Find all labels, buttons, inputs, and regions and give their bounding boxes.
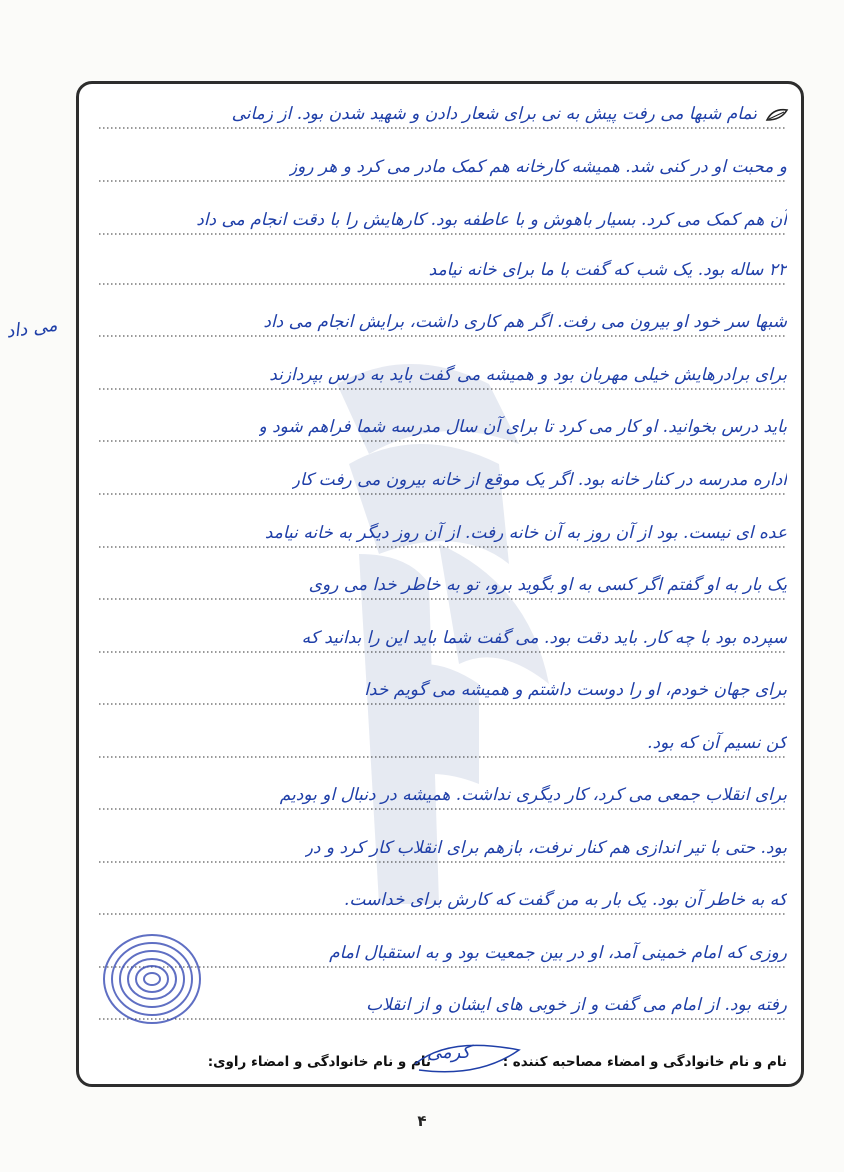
interviewer-label: نام و نام خانوادگی و امضاء مصاحبه کننده : [502, 1054, 787, 1070]
handwritten-line: تمام شبها می رفت پیش به نی برای شعار دادن و شهید شدن بود. از زمانی [231, 104, 757, 124]
handwritten-line: اداره مدرسه در کنار خانه بود. اگر یک موقع از خانه بیرون می رفت کار [291, 470, 787, 490]
handwritten-line: که به خاطر آن بود. یک بار به من گفت که کارش برای خداست. [343, 890, 787, 910]
handwritten-line: عده ای نیست. بود از آن روز به آن خانه رفت. از آن روز دیگر به خانه نیامد [264, 523, 787, 543]
handwritten-line: سپرده بود با چه کار. باید دقت بود. می گفت شما باید این را بدانید که [301, 628, 787, 648]
handwritten-line: روزی که امام خمینی آمد، او در بین جمعیت بود و به استقبال امام [329, 943, 787, 963]
handwritten-line: برای جهان خودم، او را دوست داشتم و همیشه می گویم خدا [364, 680, 787, 700]
handwritten-line: برای انقلاب جمعی می کرد، کار دیگری نداشت. همیشه در دنبال او بودیم [279, 785, 787, 805]
pen-leaf-icon [765, 106, 791, 124]
handwritten-line: رفته بود. از امام می گفت و از خوبی های ایشان و از انقلاب [366, 995, 787, 1015]
handwritten-line: آن هم کمک می کرد. بسیار باهوش و با عاطفه بود. کارهایش را با دقت انجام می داد [196, 210, 787, 230]
handwritten-line: یک بار به او گفتم اگر کسی به او بگوید برو، تو به خاطر خدا می روی [308, 575, 787, 595]
form-frame [76, 81, 804, 1087]
handwritten-line: ۲۲ ساله بود. یک شب که گفت با ما برای خانه نیامد [428, 260, 787, 280]
handwritten-line: و محبت او در کنی شد. همیشه کارخانه هم کمک مادر می کرد و هر روز [288, 157, 787, 177]
interviewer-signature: کرمی [427, 1042, 471, 1063]
narrator-label: نام و نام خانوادگی و امضاء راوی: [207, 1054, 431, 1070]
fingerprint-icon [97, 924, 207, 1034]
handwritten-line: شبها سر خود او بیرون می رفت. اگر هم کاری داشت، برایش انجام می داد [263, 312, 787, 332]
handwritten-line: برای برادرهایش خیلی مهربان بود و همیشه می گفت باید به درس بپردازند [269, 365, 787, 385]
margin-note: می داد [4, 314, 59, 343]
handwritten-line: بود. حتی با تیر اندازی هم کنار نرفت، بازهم برای انقلاب کار کرد و در [304, 838, 787, 858]
handwritten-line: کن نسیم آن که بود. [647, 733, 787, 753]
page-number: ۴ [417, 1112, 427, 1130]
handwritten-line: باید درس بخوانید. او کار می کرد تا برای آن سال مدرسه شما فراهم شود و [258, 417, 787, 437]
